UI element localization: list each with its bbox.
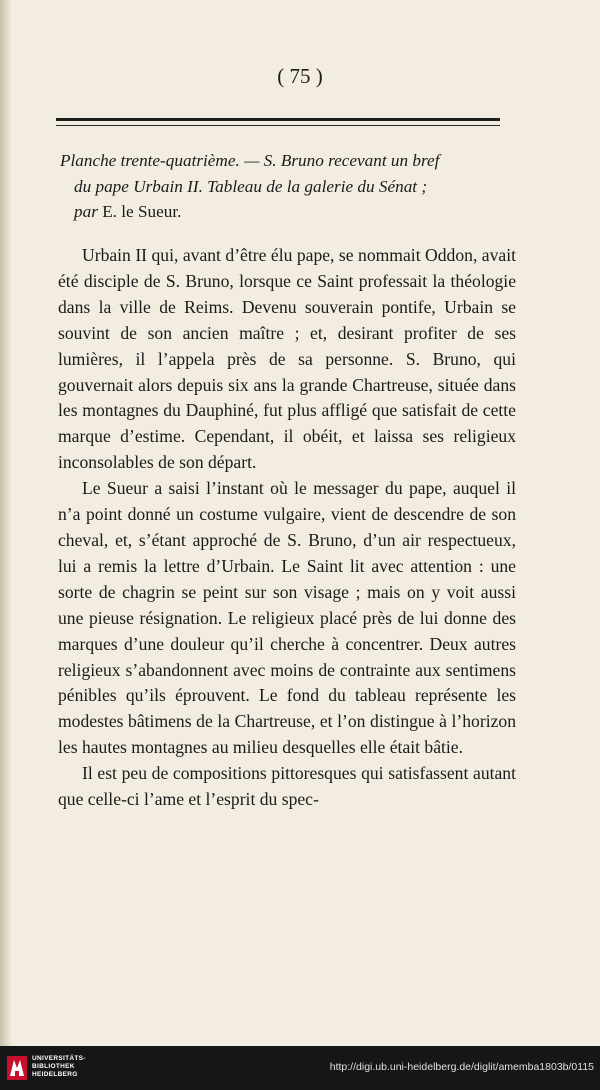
logo-line-1: UNIVERSITÄTS-	[32, 1055, 86, 1062]
caption-subtitle: du pape Urbain II. Tableau de la galerie du Sénat ;	[74, 176, 428, 196]
paragraph-1: Urbain II qui, avant d’être élu pape, se nommait Oddon, avait été disciple de S. Bruno, lorsque ce Saint professait la théologie dans la ville de Reims. Devenu souverain pontife, Urbain se souvint de son ancien maître ; et, desirant profiter de ses lumières, il l’appela près de sa personne. S. Bruno, qui gouvernait alors depuis six ans la grande Chartreuse, située dans les montagnes du Dauphiné, fut plus affligé que satisfait de cette marque d’estime. Cependant, il obéit, et laissa ses religieux inconsolables de son départ.	[58, 245, 516, 473]
caption-author-line	[60, 199, 520, 225]
logo-line-2: BIBLIOTHEK	[32, 1063, 75, 1070]
header-rule-thin	[56, 125, 500, 126]
viewer-footer	[0, 1046, 600, 1090]
library-logo-text	[32, 1055, 86, 1079]
caption-author: E. le Sueur.	[102, 202, 182, 221]
paragraph-3: Il est peu de compositions pittoresques qui satisfassent autant que celle-ci l’ame et l’esprit du spec-	[58, 763, 516, 810]
logo-line-3: HEIDELBERG	[32, 1071, 78, 1078]
body-text	[58, 243, 516, 813]
caption-par: par	[74, 202, 98, 221]
header-rule-thick	[56, 118, 500, 121]
university-library-logo-icon	[6, 1054, 28, 1082]
page-number: ( 75 )	[277, 64, 323, 88]
caption-title: Planche trente-quatrième. — S. Bruno recevant un bref	[60, 151, 440, 170]
permalink-url[interactable]: http://digi.ub.uni-heidelberg.de/diglit/amemba1803b/0115	[329, 1061, 594, 1073]
plate-caption	[60, 148, 520, 225]
paragraph-2: Le Sueur a saisi l’instant où le messager du pape, auquel il n’a point donné un costume vulgaire, vient de descendre de son cheval, et, s’étant approché de S. Bruno, d’un air respectueux, lui a remis la lettre d’Urbain. Le Saint lit avec attention : une sorte de chagrin se peint sur son visage ; mais on y voit aussi une pieuse résignation. Le religieux placé près de lui donne des marques d’une douleur qu’il cherche à concentrer. Deux autres religieux s’abandonnent avec moins de contrainte aux sentimens pénibles qu’ils éprouvent. Le fond du tableau représente les modestes bâtimens de la Chartreuse, et l’on distingue à l’horizon les hautes montagnes au milieu desquelles elle était bâtie.	[58, 478, 516, 758]
caption-text	[60, 148, 520, 225]
